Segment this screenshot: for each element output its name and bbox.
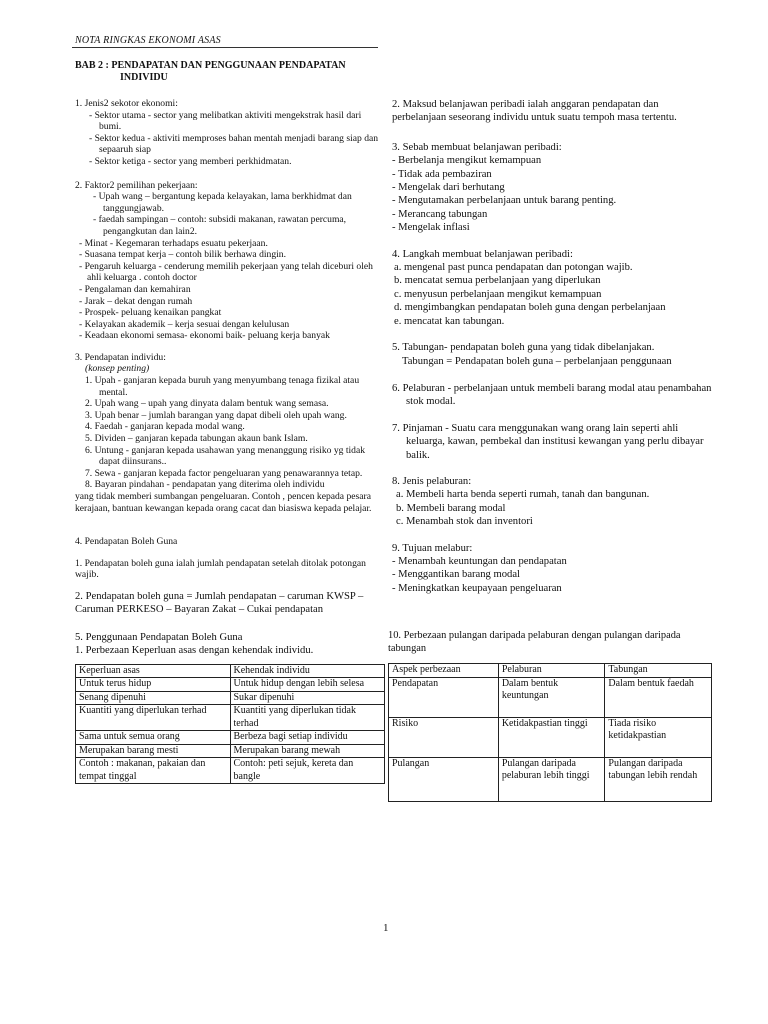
table-row <box>389 664 712 678</box>
table-cell: Pelaburan <box>498 664 605 678</box>
list-item: a. Membeli harta benda seperti rumah, tanah dan bangunan. <box>396 489 650 501</box>
paragraph: 6. Pelaburan - perbelanjaan untuk membeli barang modal atau penambahan stok modal. <box>392 382 712 408</box>
list-item: - Sektor utama - sector yang melibatkan aktiviti mengekstrak hasil dari bumi. <box>89 109 362 133</box>
list-item: - Pengaruh keluarga - cenderung memilih pekerjaan yang telah diceburi oleh ahli keluarga . contoh doctor <box>79 260 373 284</box>
list-item: - Menambah keuntungan dan pendapatan <box>392 555 567 567</box>
table-row <box>76 678 385 692</box>
page-number: 1 <box>383 922 389 934</box>
table-cell: Pulangan <box>389 757 499 801</box>
list-item: - Keadaan ekonomi semasa- ekonomi baik- peluang kerja banyak <box>79 330 330 342</box>
table-row <box>389 677 712 717</box>
list-item: - Merancang tabungan <box>392 208 488 220</box>
section-title: 10. Perbezaan pulangan daripada pelaburan dengan pulangan daripada tabungan <box>388 630 681 655</box>
list-item: - Menggantikan barang modal <box>392 569 520 581</box>
list-item: - Berbelanja mengikut kemampuan <box>392 155 542 167</box>
table-cell: Senang dipenuhi <box>76 691 231 705</box>
section-tujuan-melabur <box>392 542 712 596</box>
list-item: - Sektor ketiga - sector yang memberi perkhidmatan. <box>89 155 292 167</box>
section-subtitle: 1. Perbezaan Keperluan asas dengan kehendak individu. <box>75 645 314 657</box>
table-cell: Risiko <box>389 717 499 757</box>
section-pendapatan-individu <box>75 352 380 514</box>
table-cell: Untuk hidup dengan lebih selesa <box>230 678 385 692</box>
table-row <box>76 691 385 705</box>
section-title: 5. Penggunaan Pendapatan Boleh Guna <box>75 631 243 643</box>
table-cell: Pulangan daripada pelaburan lebih tinggi <box>498 757 605 801</box>
table-cell: Contoh: peti sejuk, kereta dan bangle <box>230 758 385 784</box>
list-item: - faedah sampingan – contoh: subsidi makanan, rawatan percuma, pengangkutan dan lain2. <box>93 214 347 237</box>
keperluan-kehendak-table <box>75 664 385 785</box>
list-item: c. menyusun perbelanjaan mengikut kemampuan <box>394 288 602 300</box>
formula: Tabungan = Pendapatan boleh guna – perbelanjaan penggunaan <box>402 355 672 367</box>
chapter-title <box>75 60 380 84</box>
section-title: 9. Tujuan melabur: <box>392 542 473 554</box>
table-cell: Aspek perbezaan <box>389 664 499 678</box>
table-cell: Kuantiti yang diperlukan tidak terhad <box>230 705 385 731</box>
list-item: - Mengutamakan perbelanjaan untuk barang penting. <box>392 195 617 207</box>
section-title: 4. Pendapatan Boleh Guna <box>75 536 178 548</box>
paragraph: 1. Pendapatan boleh guna ialah jumlah pendapatan setelah ditolak potongan wajib. <box>75 557 366 581</box>
chapter-title-line1: BAB 2 : PENDAPATAN DAN PENGGUNAAN PENDAPATAN <box>75 60 346 71</box>
paragraph: 5. Tabungan- pendapatan boleh guna yang tidak dibelanjakan. <box>392 342 655 354</box>
list-item-continuation: yang tidak memberi sumbangan pengeluaran. Contoh , pencen kepada pesara kerajaan, bantuan kewangan kepada orang cacat dan biasiswa kepada pelajar. <box>75 491 372 514</box>
section-langkah-belanjawan <box>392 248 712 328</box>
list-item: - Suasana tempat kerja – contoh bilik berhawa dingin. <box>79 249 287 261</box>
table-cell: Ketidakpastian tinggi <box>498 717 605 757</box>
list-item: 2. Upah wang – upah yang dinyata dalam bentuk wang semasa. <box>85 398 329 410</box>
table-row <box>389 757 712 801</box>
list-item: - Prospek- peluang kenaikan pangkat <box>79 307 222 319</box>
left-column <box>75 60 380 784</box>
table-cell: Pulangan daripada tabungan lebih rendah <box>605 757 712 801</box>
table-cell: Merupakan barang mesti <box>76 744 231 758</box>
table-cell: Berbeza bagi setiap individu <box>230 731 385 745</box>
table-cell: Kehendak individu <box>230 664 385 678</box>
section-faktor-pekerjaan <box>75 180 380 342</box>
paragraph: 2. Pendapatan boleh guna = Jumlah pendapatan – caruman KWSP – Caruman PERKESO – Bayaran Zakat – Cukai pendapatan <box>75 590 364 616</box>
list-item: - Kelayakan akademik – kerja sesuai dengan kelulusan <box>79 318 290 330</box>
table-cell: Sama untuk semua orang <box>76 731 231 745</box>
right-column <box>388 98 712 802</box>
document-header: NOTA RINGKAS EKONOMI ASAS <box>75 35 221 46</box>
table-row <box>76 705 385 731</box>
list-item: - Upah wang – bergantung kepada kelayakan, lama berkhidmat dan tanggungjawab. <box>93 191 352 214</box>
list-item: - Minat - Kegemaran terhadaps esuatu pekerjaan. <box>79 237 268 249</box>
paragraph: 2. Maksud belanjawan peribadi ialah anggaran pendapatan dan perbelanjaan seseorang individu untuk suatu tempoh masa tertentu. <box>392 99 677 124</box>
section-jenis-pelaburan <box>392 475 712 529</box>
list-item: 3. Upah benar – jumlah barangan yang dapat dibeli oleh upah wang. <box>85 409 347 421</box>
list-item: - Meningkatkan keupayaan pengeluaran <box>392 582 562 594</box>
table-cell: Tiada risiko ketidakpastian <box>605 717 712 757</box>
section-title: 3. Pendapatan individu: <box>75 351 166 363</box>
list-item: - Tidak ada pembaziran <box>392 168 492 180</box>
section-pelaburan <box>392 382 712 409</box>
table-row <box>389 717 712 757</box>
list-item: b. mencatat semua perbelanjaan yang diperlukan <box>394 275 601 287</box>
list-item: c. Menambah stok dan inventori <box>396 516 533 528</box>
table-cell: Tabungan <box>605 664 712 678</box>
section-maksud-belanjawan <box>392 98 712 125</box>
chapter-title-line2: INDIVIDU <box>120 72 168 83</box>
section-title: 8. Jenis pelaburan: <box>392 475 472 487</box>
list-item: 7. Sewa - ganjaran kepada factor pengeluaran yang penawarannya tetap. <box>85 467 363 479</box>
perbezaan-pulangan-table <box>388 663 712 802</box>
list-item: 4. Faedah - ganjaran kepada modal wang. <box>85 421 245 433</box>
section-sektor-ekonomi <box>75 98 380 168</box>
table-cell: Kuantiti yang diperlukan terhad <box>76 705 231 731</box>
section-pinjaman <box>392 422 712 462</box>
list-item: - Jarak – dekat dengan rumah <box>79 295 193 307</box>
section-title: 2. Faktor2 pemilihan pekerjaan: <box>75 179 198 191</box>
list-item: a. mengenal past punca pendapatan dan potongan wajib. <box>394 262 633 274</box>
table-row <box>76 731 385 745</box>
section-penggunaan-pendapatan <box>75 631 380 784</box>
table-row <box>76 758 385 784</box>
section-title: 3. Sebab membuat belanjawan peribadi: <box>392 141 562 153</box>
table-cell: Contoh : makanan, pakaian dan tempat tinggal <box>76 758 231 784</box>
section-title: 1. Jenis2 sekotor ekonomi: <box>75 98 178 109</box>
list-item: - Mengelak dari berhutang <box>392 182 505 194</box>
table-cell: Keperluan asas <box>76 664 231 678</box>
list-item: - Pengalaman dan kemahiran <box>79 283 191 295</box>
table-cell: Pendapatan <box>389 677 499 717</box>
list-item: e. mencatat kan tabungan. <box>394 315 505 327</box>
table-cell: Sukar dipenuhi <box>230 691 385 705</box>
section-perbezaan-pulangan <box>388 629 712 802</box>
section-sebab-belanjawan <box>392 141 712 235</box>
table-cell: Merupakan barang mewah <box>230 744 385 758</box>
header-divider <box>72 47 378 48</box>
list-item: 6. Untung - ganjaran kepada usahawan yang menanggung risiko yg tidak dapat diinsurans.. <box>85 444 366 468</box>
section-subtitle: (konsep penting) <box>85 363 150 375</box>
list-item: 1. Upah - ganjaran kepada buruh yang menyumbang tenaga fizikal atau mental. <box>85 375 360 398</box>
table-row <box>76 664 385 678</box>
list-item: - Mengelak inflasi <box>392 222 470 234</box>
list-item: 5. Dividen – ganjaran kepada tabungan akaun bank Islam. <box>85 433 308 445</box>
section-pendapatan-boleh-guna <box>75 536 380 617</box>
list-item: b. Membeli barang modal <box>396 502 506 514</box>
section-tabungan <box>392 341 712 368</box>
list-item: 8. Bayaran pindahan - pendapatan yang diterima oleh individu <box>85 479 325 491</box>
table-cell: Dalam bentuk keuntungan <box>498 677 605 717</box>
table-cell: Untuk terus hidup <box>76 678 231 692</box>
list-item: - Sektor kedua - aktiviti memproses bahan mentah menjadi barang siap dan sepaaruh siap <box>89 132 379 156</box>
list-item: d. mengimbangkan pendapatan boleh guna dengan perbelanjaan <box>394 302 666 314</box>
table-row <box>76 744 385 758</box>
paragraph: 7. Pinjaman - Suatu cara menggunakan wang orang lain seperti ahli keluarga, kawan, pembekal dan institusi kewangan yang perlu dibayar balik. <box>392 422 704 461</box>
table-cell: Dalam bentuk faedah <box>605 677 712 717</box>
section-title: 4. Langkah membuat belanjawan peribadi: <box>392 248 573 260</box>
